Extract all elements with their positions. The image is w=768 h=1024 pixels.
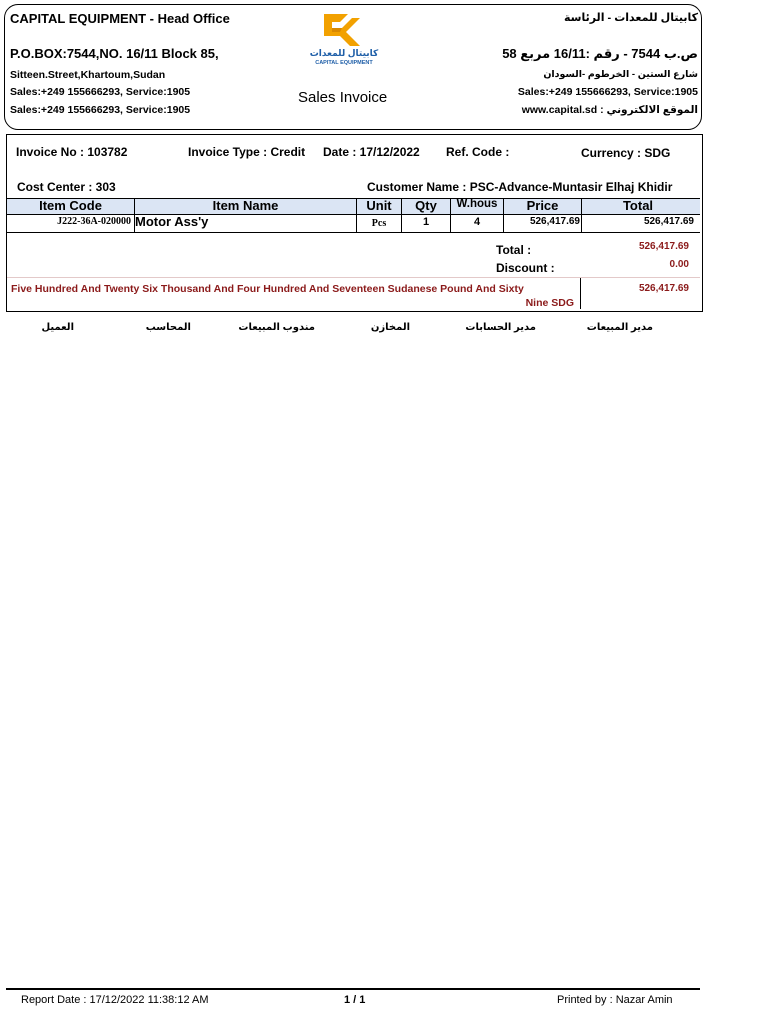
total-label: Total : bbox=[496, 243, 532, 257]
ref-code: Ref. Code : bbox=[446, 145, 510, 159]
column-header-unit: Unit bbox=[366, 198, 392, 213]
signature-sales-rep: مندوب المبيعات bbox=[238, 322, 315, 333]
logo-mark-icon bbox=[320, 10, 364, 50]
company-name-ar: كابيتال للمعدات - الرئاسة bbox=[563, 12, 698, 24]
signature-warehouse: المخازن bbox=[370, 322, 410, 333]
total-value: 526,417.69 bbox=[638, 241, 689, 252]
column-header-item-code: Item Code bbox=[39, 198, 102, 213]
column-header-qty: Qty bbox=[415, 198, 437, 213]
customer-name: Customer Name : PSC-Advance-Muntasir Elhaj Khidir bbox=[367, 180, 673, 194]
signature-sales-manager: مدير المبيعات bbox=[586, 322, 653, 333]
amount-divider bbox=[580, 278, 581, 309]
currency: Currency : SDG bbox=[581, 146, 671, 160]
warehouse-cell: 4 bbox=[473, 216, 481, 228]
logo-text-en: CAPITAL EQUIPMENT bbox=[315, 60, 373, 66]
sales-line-2: Sales:+249 155666293, Service:1905 bbox=[10, 104, 191, 116]
table-row-divider bbox=[7, 232, 700, 233]
item-name-cell: Motor Ass'y bbox=[135, 214, 209, 229]
cost-center: Cost Center : 303 bbox=[17, 180, 116, 194]
sales-line-1: Sales:+249 155666293, Service:1905 bbox=[10, 86, 191, 98]
qty-cell: 1 bbox=[422, 216, 430, 228]
street-en: Sitteen.Street,Khartoum,Sudan bbox=[10, 69, 166, 81]
column-header-item-name: Item Name bbox=[212, 198, 279, 213]
invoice-type: Invoice Type : Credit bbox=[188, 145, 306, 159]
address-en: P.O.BOX:7544,NO. 16/11 Block 85, bbox=[10, 46, 219, 61]
net-amount-value: 526,417.69 bbox=[638, 283, 689, 294]
document-title: Sales Invoice bbox=[298, 89, 388, 106]
company-name-en: CAPITAL EQUIPMENT - Head Office bbox=[10, 11, 230, 26]
amount-in-words-line-2: Nine SDG bbox=[525, 297, 574, 309]
logo-text-ar: كابيتال للمعدات bbox=[309, 48, 379, 58]
signature-accountant: المحاسب bbox=[145, 322, 191, 333]
website-ar: الموقع الالكتروني : www.capital.sd bbox=[521, 104, 698, 116]
invoice-date: Date : 17/12/2022 bbox=[323, 145, 420, 159]
signature-accounts-manager: مدير الحسابات bbox=[465, 322, 536, 333]
invoice-number: Invoice No : 103782 bbox=[16, 145, 128, 159]
price-cell: 526,417.69 bbox=[529, 216, 580, 227]
column-header-price: Price bbox=[526, 198, 559, 213]
column-header-total: Total bbox=[622, 198, 654, 213]
discount-label: Discount : bbox=[496, 261, 555, 275]
column-header-warehouse: W.hous bbox=[456, 198, 498, 210]
company-logo bbox=[306, 10, 382, 70]
total-cell: 526,417.69 bbox=[643, 216, 694, 227]
footer-divider bbox=[6, 988, 700, 990]
page-number: 1 / 1 bbox=[344, 994, 366, 1006]
totals-divider bbox=[7, 277, 700, 278]
amount-in-words-line-1: Five Hundred And Twenty Six Thousand And Four Hundred And Seventeen Sudanese Pound And Sixty bbox=[11, 283, 524, 295]
sales-line-right: Sales:+249 155666293, Service:1905 bbox=[517, 86, 698, 98]
item-code-cell: J222-36A-020000 bbox=[57, 216, 131, 227]
signature-customer: العميل bbox=[41, 322, 74, 333]
street-ar: شارع الستين - الخرطوم -السودان bbox=[543, 69, 698, 80]
address-ar: ص.ب 7544 - رقم :16/11 مربع 58 bbox=[502, 46, 698, 61]
discount-value: 0.00 bbox=[669, 259, 689, 270]
report-date: Report Date : 17/12/2022 11:38:12 AM bbox=[21, 994, 209, 1006]
unit-cell: Pcs bbox=[371, 218, 387, 229]
printed-by: Printed by : Nazar Amin bbox=[557, 994, 673, 1006]
